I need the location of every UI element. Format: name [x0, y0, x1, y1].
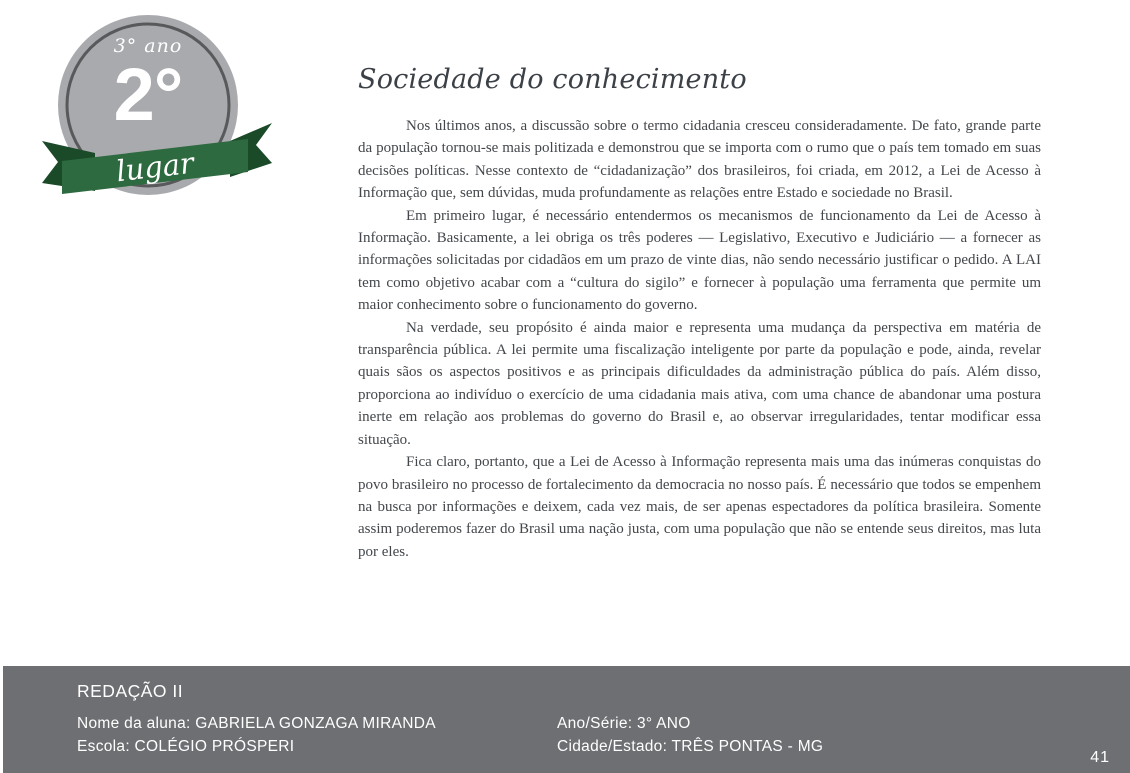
- award-badge: [20, 5, 282, 217]
- essay-paragraph-3: Na verdade, seu propósito é ainda maior e representa uma mudança da perspectiva em matéria de transparência pública. A lei permite uma fiscalização inteligente por parte da população e pode, ainda, revelar quais sãos os aspectos positivos e as principais dificuldades da administração pública do país. Além disso, proporciona ao indivíduo o exercício de uma cidadania mais ativa, com uma chance de abandonar uma postura inerte em relação aos problemas do governo do Brasil e, ao observar irregularidades, tentar modificar essa situação.: [358, 319, 1041, 448]
- essay-body: [358, 64, 1041, 563]
- grade-value: 3° ANO: [637, 715, 691, 732]
- essay-title: Sociedade do conhecimento: [358, 64, 747, 95]
- city-state-label: Cidade/Estado:: [557, 738, 668, 755]
- badge-place-number: 2°: [113, 53, 183, 136]
- school-row: [77, 735, 436, 758]
- page-number: 41: [1090, 749, 1110, 766]
- city-state-row: [557, 735, 823, 758]
- footer-bar: [3, 666, 1130, 773]
- section-label: REDAÇÃO II: [77, 681, 184, 701]
- city-state-value: TRÊS PONTAS - MG: [671, 738, 824, 755]
- footer-right-column: [557, 712, 823, 758]
- student-name-label: Nome da aluna:: [77, 715, 191, 732]
- school-label: Escola:: [77, 738, 130, 755]
- student-name-value: GABRIELA GONZAGA MIRANDA: [195, 715, 436, 732]
- grade-label: Ano/Série:: [557, 715, 633, 732]
- grade-row: [557, 712, 823, 735]
- footer-left-column: [77, 712, 436, 758]
- essay-paragraph-1: Nos últimos anos, a discussão sobre o termo cidadania cresceu consideradamente. De fato, grande parte da população tornou-se mais politizada e demonstrou que se importa com o rumo que o país tem tomado em suas decisões políticas. Nesse contexto de “cidadanização” dos brasileiros, foi criada, em 2012, a Lei de Acesso à Informação que, sem dúvidas, muda profundamente as relações entre Estado e sociedade no Brasil.: [358, 118, 1041, 202]
- badge-year-label: 3° ano: [113, 35, 183, 57]
- essay-paragraph-4: Fica claro, portanto, que a Lei de Acesso à Informação representa mais uma das inúmeras conquistas do povo brasileiro no processo de fortalecimento da democracia no nosso país. É necessário que todos se empenhem na busca por informações e deixem, cada vez mais, de ser apenas espectadores da política brasileira. Somente assim poderemos fazer do Brasil uma nação justa, com uma população que não se entende seus direitos, mas luta por eles.: [358, 454, 1041, 560]
- student-name-row: [77, 712, 436, 735]
- essay-paragraph-2: Em primeiro lugar, é necessário entendermos os mecanismos de funcionamento da Lei de Acesso à Informação. Basicamente, a lei obriga os três poderes — Legislativo, Executivo e Judiciário — a fornecer as informações solicitadas por cidadãos em um prazo de vinte dias, não sendo necessário justificar o pedido. A LAI tem como objetivo acabar com a “cultura do sigilo” e fornecer à população uma ferramenta que permite um maior conhecimento sobre o funcionamento do governo.: [358, 207, 1041, 314]
- badge-ribbon-label: lugar: [114, 145, 196, 189]
- school-value: COLÉGIO PRÓSPERI: [134, 738, 295, 755]
